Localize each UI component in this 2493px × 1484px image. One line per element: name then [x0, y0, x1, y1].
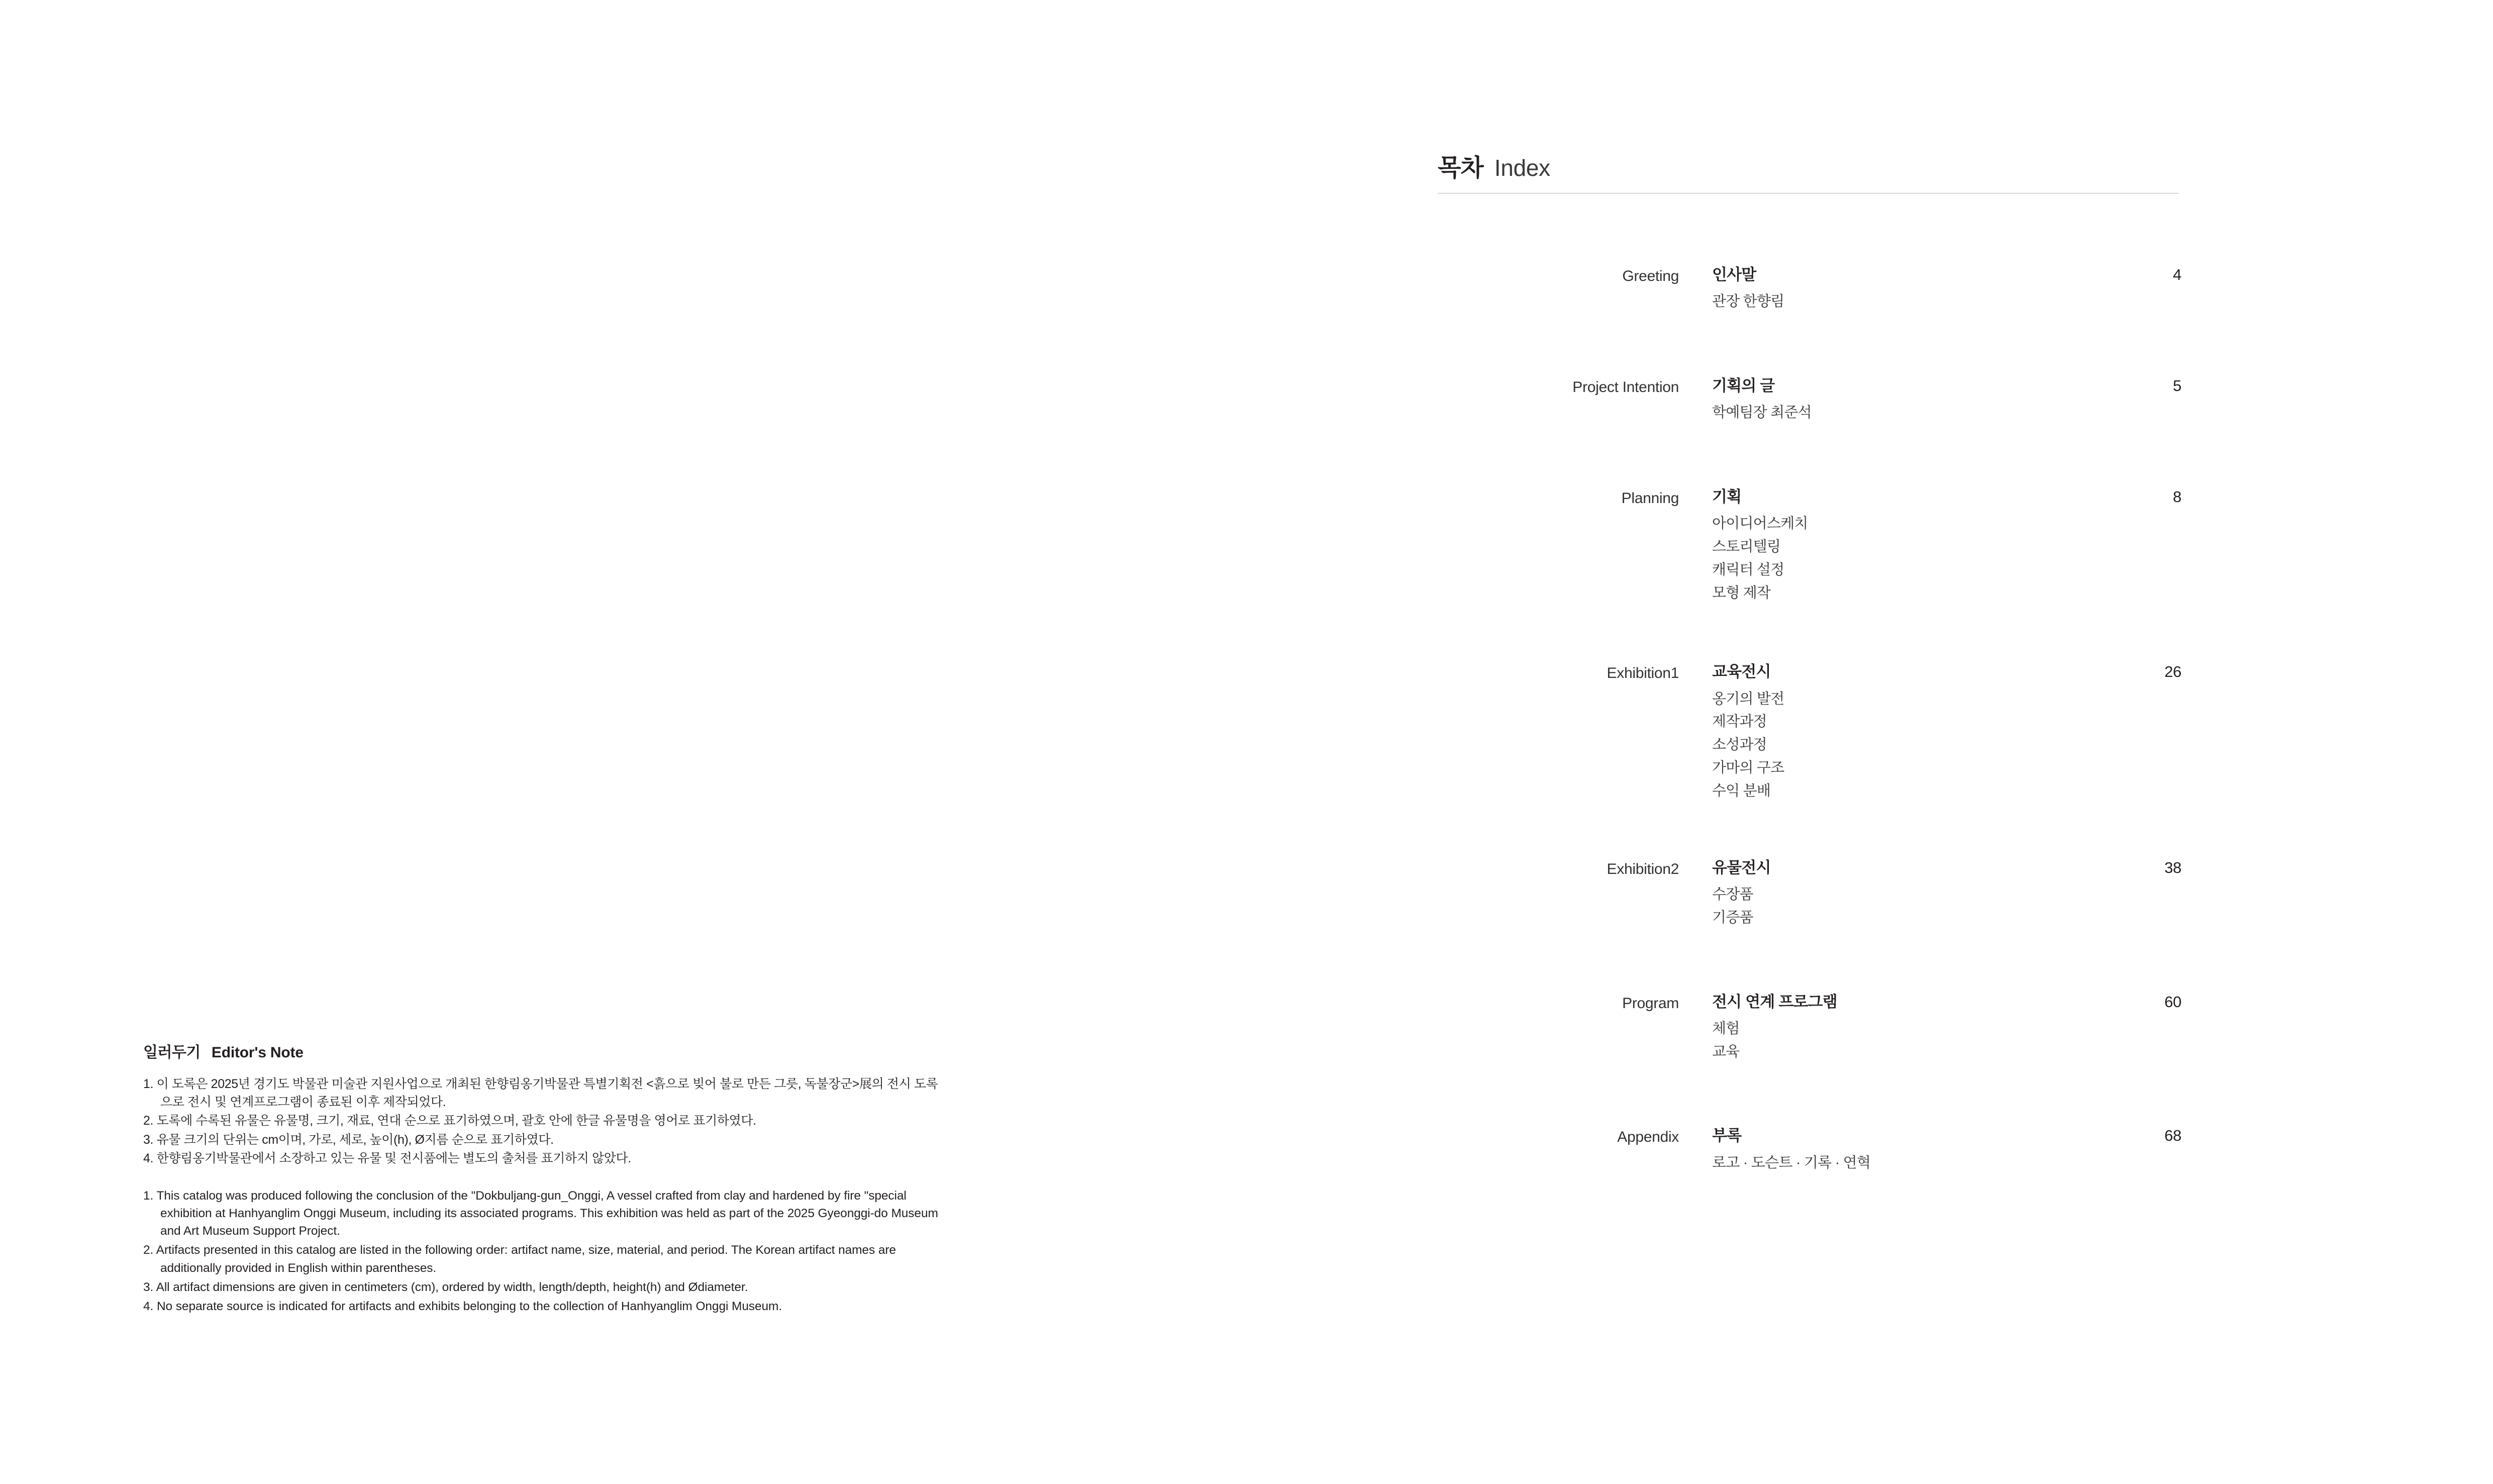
note-item-line-cont: exhibition at Hanhyanglim Onggi Museum, including its associated programs. This exhibition was held as part of the 2025 Gyeonggi-do Museum: [160, 1206, 938, 1220]
note-item-line-cont: 으로 전시 및 연계프로그램이 종료된 이후 제작되었다.: [160, 1095, 446, 1109]
editor-note-heading: [143, 1043, 1113, 1062]
index-entry-title: 기획의 글: [1712, 377, 1775, 394]
editor-note-korean-list: [143, 1075, 1113, 1168]
note-item-line: 1. 이 도록은 2025년 경기도 박물관 미술관 지원사업으로 개최된 한향림옹기박물관 특별기획전 <흙으로 빚어 불로 만든 그릇, 독불장군>展의 전시 도록: [143, 1077, 938, 1091]
note-item: [143, 1131, 1113, 1149]
index-sub-item: 캐릭터 설정: [1712, 561, 1784, 578]
index-entry-main: [1679, 1126, 2136, 1174]
note-item-line: 4. 한향림옹기박물관에서 소장하고 있는 유물 및 전시품에는 별도의 출처를 표기하지 않았다.: [143, 1151, 631, 1165]
index-entry[interactable]: [1438, 1126, 2181, 1174]
note-item-line: 3. 유물 크기의 단위는 cm이며, 가로, 세로, 높이(h), Ø지름 순으로 표기하였다.: [143, 1132, 554, 1147]
index-entry-title: 교육전시: [1712, 663, 1771, 681]
index-entry-main: [1679, 993, 2136, 1064]
note-item-line: 4. No separate source is indicated for artifacts and exhibits belonging to the collection of Hanhyanglim Onggi Museum.: [143, 1300, 782, 1314]
index-entry-title: 인사말: [1712, 266, 1756, 283]
note-item-line: 3. All artifact dimensions are given in centimeters (cm), ordered by width, length/depth, height(h) and Ødiameter.: [143, 1280, 748, 1294]
index-entry-main: [1679, 265, 2136, 314]
index-sub-item: 소성과정: [1712, 737, 1767, 753]
index-sub-item: 기증품: [1712, 909, 1753, 926]
right-page: [1246, 0, 2493, 1484]
index-entry-subs: [1712, 290, 2136, 314]
page-title-ko: 목차: [1438, 155, 1483, 181]
index-entry[interactable]: [1438, 376, 2181, 425]
index-sub-item: 모형 제작: [1712, 584, 1771, 601]
index-header: [1438, 148, 2179, 193]
index-entry-subs: [1712, 513, 2136, 605]
note-item-line: 2. 도록에 수록된 유물은 유물명, 크기, 재료, 연대 순으로 표기하였으며, 괄호 안에 한글 유물명을 영어로 표기하였다.: [143, 1114, 756, 1128]
index-entry-en: Exhibition1: [1607, 665, 1679, 682]
note-item: [143, 1187, 1113, 1240]
index-sub-item: 수장품: [1712, 886, 1753, 903]
index-entry-title: 기획: [1712, 488, 1742, 506]
index-entry-title: 유물전시: [1712, 858, 1771, 876]
index-entry-subs: [1712, 402, 2136, 425]
index-entry-page: 5: [2173, 377, 2181, 394]
index-sub-item: 스토리텔링: [1712, 539, 1781, 555]
index-entry-main: [1679, 858, 2136, 930]
index-entry[interactable]: [1438, 858, 2181, 930]
note-item-line: 1. This catalog was produced following the conclusion of the "Dokbuljang-gun_Onggi, A vessel crafted from clay and hardened by fire "special: [143, 1189, 907, 1203]
index-entry-main: [1679, 487, 2136, 605]
editor-note-block: [143, 1043, 1113, 1317]
page-title-en: Index: [1494, 155, 1550, 181]
index-sub-item: 로고 · 도슨트 · 기록 · 연혁: [1712, 1154, 1871, 1171]
index-entry-title: 부록: [1712, 1127, 1742, 1145]
index-entry-subs: [1712, 1152, 2136, 1175]
index-entry[interactable]: [1438, 265, 2181, 314]
note-item-line-cont: and Art Museum Support Project.: [160, 1224, 340, 1238]
editor-note-heading-en: Editor's Note: [211, 1044, 304, 1061]
note-item: [143, 1278, 1113, 1296]
index-entry-main: [1679, 376, 2136, 425]
note-item: [143, 1112, 1113, 1130]
index-entry-subs: [1712, 1018, 2136, 1064]
note-item-line-cont: additionally provided in English within parentheses.: [160, 1261, 437, 1275]
index-entry-main: [1679, 662, 2136, 803]
index-entry[interactable]: [1438, 662, 2181, 803]
index-entry-en: Greeting: [1622, 268, 1679, 284]
index-entry[interactable]: [1438, 993, 2181, 1064]
index-entry-page: 68: [2164, 1127, 2181, 1145]
index-entry-en: Appendix: [1617, 1129, 1679, 1146]
note-item: [143, 1298, 1113, 1315]
note-item-line: 2. Artifacts presented in this catalog are listed in the following order: artifact name, size, material, and period. The Korean artifact names are: [143, 1243, 896, 1257]
index-sub-item: 수익 분배: [1712, 782, 1771, 799]
index-sub-item: 관장 한향림: [1712, 293, 1784, 310]
index-sub-item: 가마의 구조: [1712, 760, 1784, 776]
index-sub-item: 체험: [1712, 1020, 1740, 1037]
left-page: [0, 0, 1246, 1484]
editor-note-english-list: [143, 1187, 1113, 1316]
index-entry-page: 38: [2164, 858, 2181, 876]
index-entry-en: Planning: [1621, 490, 1679, 507]
index-sub-item: 옹기의 발전: [1712, 690, 1784, 707]
index-sub-item: 제작과정: [1712, 714, 1767, 730]
index-title-row: [1438, 148, 2179, 193]
index-entry-subs: [1712, 883, 2136, 930]
note-item: [143, 1075, 1113, 1111]
index-entry-page: 4: [2173, 266, 2181, 283]
editor-note-heading-ko: 일러두기: [143, 1044, 201, 1061]
index-sub-item: 아이디어스케치: [1712, 516, 1808, 532]
index-sub-item: 교육: [1712, 1043, 1740, 1060]
index-entry-page: 60: [2164, 993, 2181, 1011]
index-entry-subs: [1712, 688, 2136, 803]
index-entry-title: 전시 연계 프로그램: [1712, 993, 1837, 1011]
index-entry-list: [1438, 265, 2181, 1174]
index-entry-en: Project Intention: [1572, 379, 1679, 395]
index-entry-page: 26: [2164, 663, 2181, 681]
index-entry-en: Program: [1622, 995, 1679, 1012]
index-entry-page: 8: [2173, 488, 2181, 506]
index-sub-item: 학예팀장 최준석: [1712, 405, 1812, 421]
note-item: [143, 1241, 1113, 1277]
index-entry[interactable]: [1438, 487, 2181, 605]
note-item: [143, 1150, 1113, 1168]
index-entry-en: Exhibition2: [1607, 860, 1679, 877]
